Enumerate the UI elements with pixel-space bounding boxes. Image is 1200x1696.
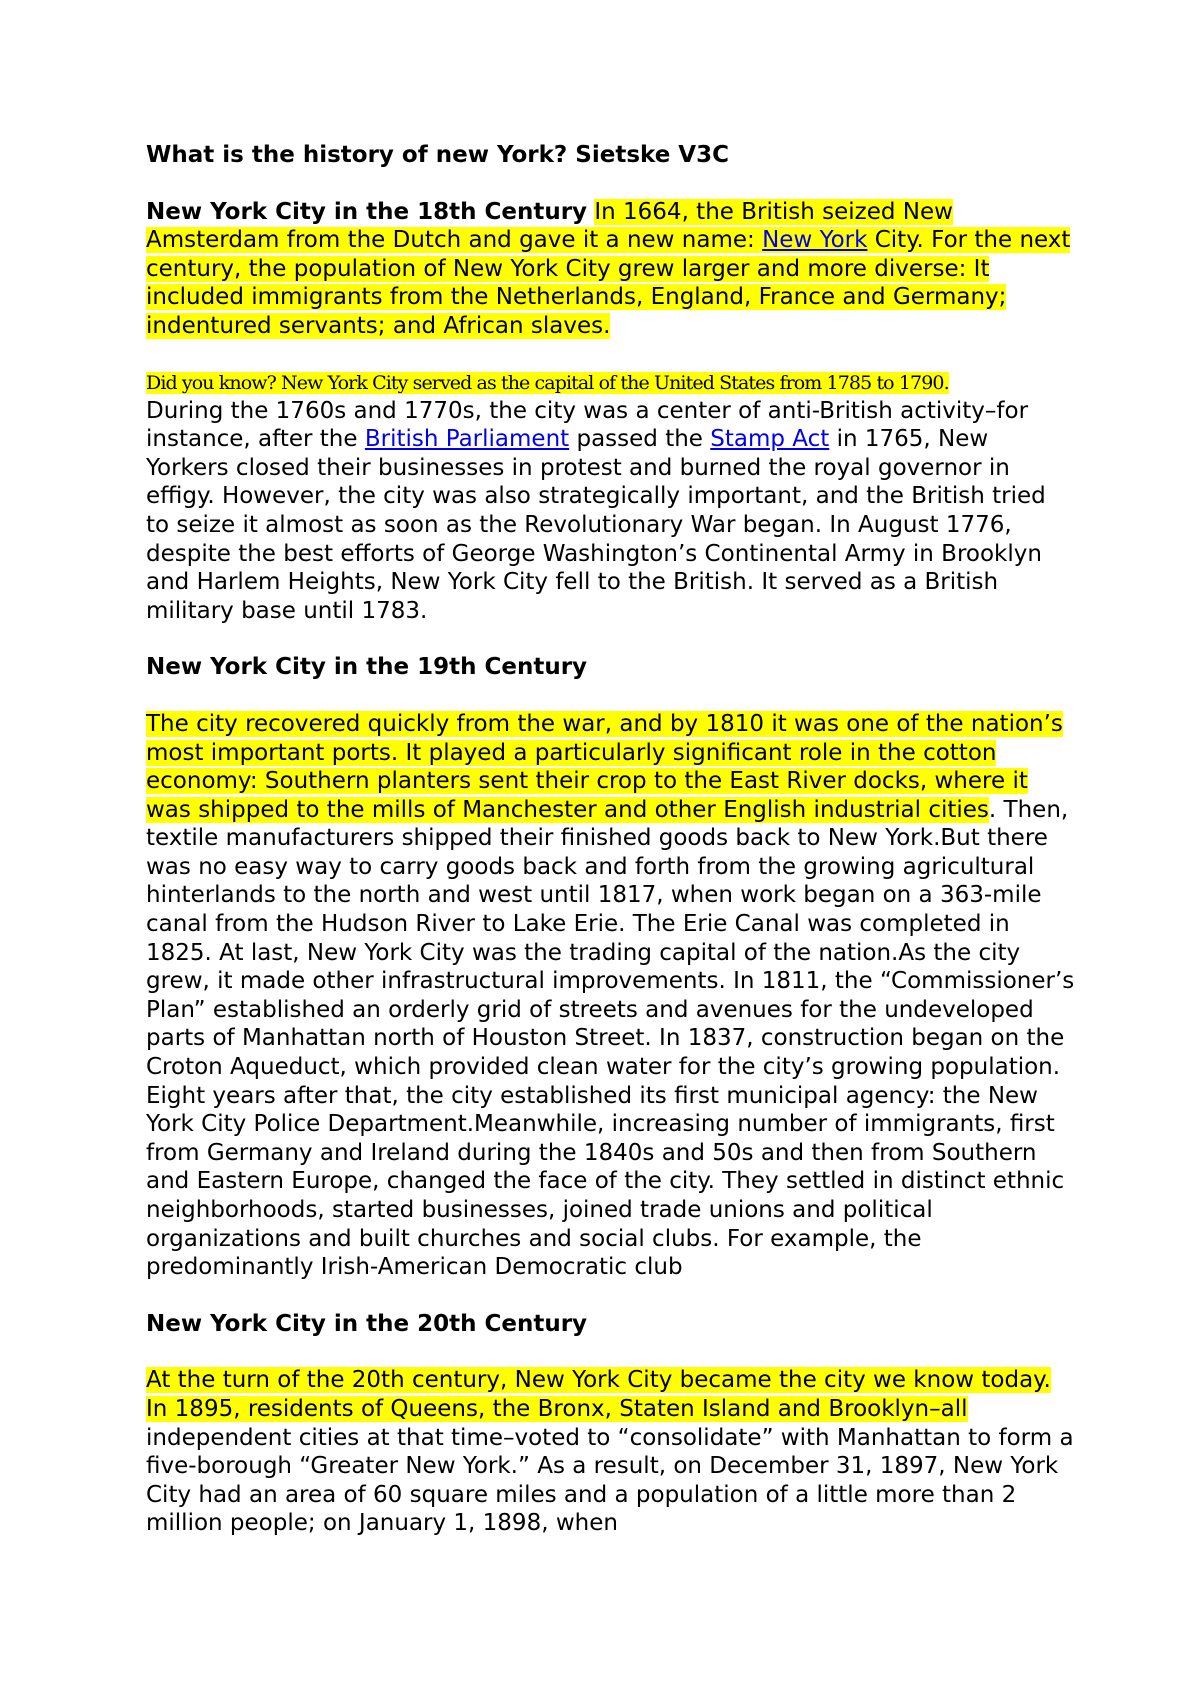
link-british-parliament[interactable]: British Parliament — [364, 426, 570, 453]
link-new-york[interactable]: New York — [762, 227, 868, 254]
section-heading-20th: New York City in the 20th Century — [146, 1310, 588, 1337]
text-run: City. For the next century, the population of New York City grew larger and more diverse: It included immigrants from the Netherlands, England, France and Germany; indentured servants; and African slaves. — [146, 227, 1071, 339]
did-you-know-note — [146, 369, 1076, 397]
section-18th-body — [146, 397, 1076, 626]
section-18th-intro — [146, 198, 1076, 341]
section-19th-body — [146, 710, 1076, 1282]
text-run: In 1664, the British seized New Amsterdam from the Dutch and gave it a new name: — [146, 198, 953, 254]
did-you-know-text: Did you know? New York City served as the capital of the United States from 1785 to 1790. — [146, 371, 949, 394]
text-run: independent cities at that time–voted to “consolidate” with Manhattan to form a five-borough “Greater New York.” As a result, on December 31, 1897, New York City had an area of 60 square miles and a population of a little more than 2 million people; on January 1, 1898, when — [146, 1424, 1074, 1537]
section-20th-body — [146, 1366, 1076, 1538]
highlighted-text: At the turn of the 20th century, New York City became the city we know today. In 1895, residents of Queens, the Bronx, Staten Island and Brooklyn–all — [146, 1367, 1051, 1422]
document-title: What is the history of new York? Sietske V3C — [146, 142, 729, 168]
text-run: in 1765, New Yorkers closed their businesses in protest and burned the royal governor in effigy. However, the city was also strategically important, and the British tried to seize it almost as soon as the Revolutionary War began. In August 1776, despite the best efforts of George Washington’s Continental Army in Brooklyn and Harlem Heights, New York City fell to the British. It served as a British military base until 1783. — [146, 426, 1046, 624]
section-heading-19th: New York City in the 19th Century — [146, 654, 588, 681]
text-run: During the 1760s and 1770s, the city was a center of anti-British activity–for instance, after the — [146, 397, 1029, 453]
document-body — [146, 141, 1076, 1538]
link-stamp-act[interactable]: Stamp Act — [710, 426, 830, 453]
highlighted-text: The city recovered quickly from the war, and by 1810 it was one of the nation’s most important ports. It played a particularly significant role in the cotton economy: Southern planters sent their crop to the East River docks, where it was shipped to the mills of Manchester and other English industrial cities — [146, 710, 1063, 823]
section-heading-18th: New York City in the 18th Century — [146, 198, 588, 225]
text-run: . Then, textile manufacturers shipped their finished goods back to New York.But there was no easy way to carry goods back and forth from the growing agricultural hinterlands to the north and west until 1817, when work began on a 363-mile canal from the Hudson River to Lake Erie. The Erie Canal was completed in 1825. At last, New York City was the trading capital of the nation.As the city grew, it made other infrastructural improvements. In 1811, the “Commissioner’s Plan” established an orderly grid of streets and avenues for the undeveloped parts of Manhattan north of Houston Street. In 1837, construction began on the Croton Aqueduct, which provided clean water for the city’s growing population. Eight years after that, the city established its first municipal agency: the New York City Police Department.Meanwhile, increasing number of immigrants, first from Germany and Ireland during the 1840s and 50s and then from Southern and Eastern Europe, changed the face of the city. They settled in distinct ethnic neighborhoods, started businesses, joined trade unions and political organizations and built churches and social clubs. For example, the predominantly Irish-American Democratic club — [146, 796, 1075, 1281]
text-run: passed the — [569, 426, 711, 453]
